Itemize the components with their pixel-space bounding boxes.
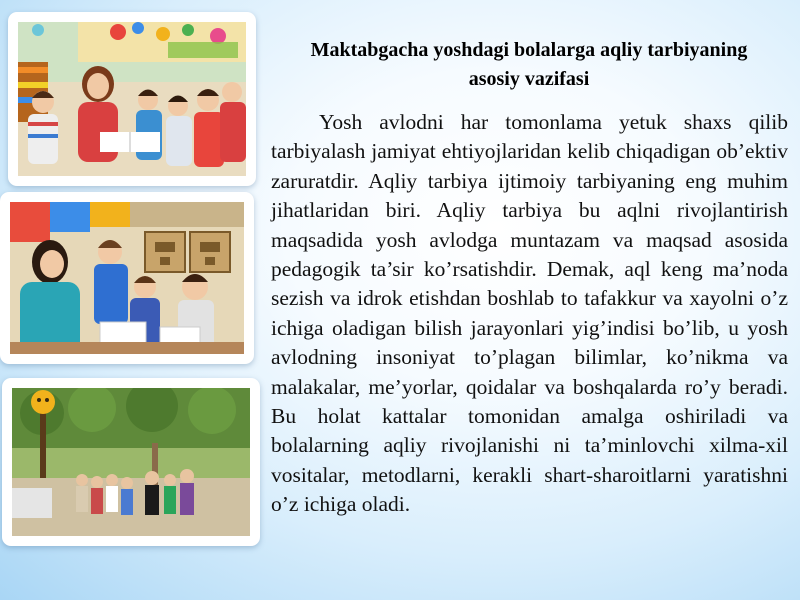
teacher-with-kids-at-table-photo xyxy=(10,202,244,354)
photo-frame-3 xyxy=(2,378,260,546)
slide-body-text: Yosh avlodni har tomonlama yetuk shaxs qilib tarbiyalash jamiyat ehtiyojlaridan kelib chiqadigan ob’ektiv zaruratdir. Aqliy tarbiya ijtimoiy tarbiyaning eng muhim jihatlaridan biri. Aqliy tarbiya bu aqlni rivojlantirish maqsadida yosh avlodga muntazam va maqsad asosida pedagogik ta’sir ko’rsatishdir. Demak, aql keng ma’noda sezish va idrok etishdan boshlab to tafakkur va xayolni o’z ichiga oladigan bilish jarayonlari yig’indisi bo’lib, u yosh avlodning insoniyat to’plagan bilimlar, ko’nikma va malakalar, me’yorlar, qoidalar va boshqalarda ro’y beradi. Bu holat kattalar tomonidan amalga oshiriladi va bolalarning aqliy rivojlanishi ni ta’minlovchi xilma-xil vositalar, metodlarni, kerakli shart-sharoitlarni yaratishni o’z ichiga oladi. xyxy=(271,110,788,517)
photo-frame-2 xyxy=(0,192,254,364)
photo-frame-1 xyxy=(8,12,256,186)
children-playground-outdoor-photo xyxy=(12,388,250,536)
classroom-teacher-children-photo xyxy=(18,22,246,176)
slide-title: Maktabgacha yoshdagi bolalarga aqliy tarbiyaning asosiy vazifasi xyxy=(310,39,748,90)
